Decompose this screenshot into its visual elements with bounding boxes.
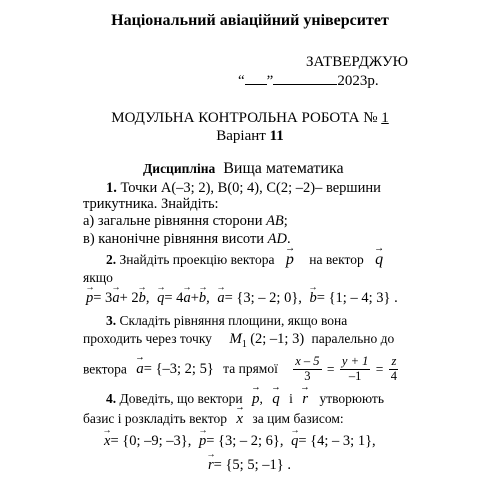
task4-vector-r [208,457,291,474]
discipline-label: Дисципліна [143,161,216,176]
period: . [287,457,291,473]
task4-number: 4. [106,391,117,406]
task4-vectors [104,433,376,450]
task1-item-a-text: а) загальне рівняння сторони [83,213,267,229]
task3-line2 [83,331,394,350]
task3-text2: проходить через точку [83,331,212,346]
vector-p: → p [199,433,206,450]
vector-b-value: = {1; – 4; 3} [316,290,391,306]
task4-text2: базис і розкладіть вектор [83,411,227,426]
month-blank [273,70,337,85]
title-text: МОДУЛЬНА КОНТРОЛЬНА РОБОТА № [111,110,382,126]
expr-p-coef2: + 2 [119,290,139,306]
vector-a: → a [136,361,144,378]
vector-x-value: = {0; –9; –3} [110,433,188,449]
expr-p-coef: = 3 [93,290,113,306]
page-title [0,110,500,127]
task1-line2: трикутника. Знайдіть: [83,196,219,212]
task1-item-b-end: . [287,231,291,247]
height-ad: AD [267,231,288,247]
equals-sign: = [326,361,335,377]
task3-number: 3. [106,313,117,328]
form-word: утворюють [319,391,384,406]
comma: , [259,391,263,406]
point-m1 [229,331,247,350]
line-word: та прямої [223,361,278,377]
comma: , [279,433,284,449]
vector-p: → p [86,290,93,307]
vector-q: → q [157,290,164,307]
vector-q: → q [375,251,383,269]
point-m-letter: M [229,331,242,347]
vector-q: → q [272,391,280,408]
variant-title [0,128,500,145]
task3-text1: Складіть рівняння площини, якщо вона [119,313,348,328]
year: 2023р. [337,73,379,89]
task1-item-a-end: ; [283,213,288,229]
expr-q-plus: + [190,290,199,306]
approval-date-line [238,70,379,90]
close-quote: ” [266,73,274,89]
fraction-y-den: –1 [348,368,362,383]
day-blank [245,70,267,85]
fraction-y [340,355,370,384]
and-word: і [289,391,293,406]
variant-label: Варіант [216,128,270,144]
variant-number: 11 [269,128,284,144]
side-ab: AB [266,213,284,229]
comma: , [298,290,302,306]
approve-label: ЗАТВЕРДЖУЮ [306,54,409,70]
fraction-z-num: z [391,354,397,368]
by-basis-text: за цим базисом: [252,411,344,426]
fraction-x [293,355,321,384]
fraction-x-den: 3 [304,368,311,383]
vector-a-value: = {3; – 2; 0} [224,290,299,306]
vector-b: → b [139,290,146,307]
vector-q: → q [291,433,298,450]
vector-r: → r [302,391,308,408]
vector-b: → b [310,290,317,307]
open-quote: “ [238,73,245,89]
vector-x: → x [236,411,243,428]
fraction-y-num: y + 1 [341,354,369,368]
university-name: Національний авіаційний університет [111,12,389,29]
period: . [394,290,398,306]
task2-formula [86,290,398,307]
task3-line3 [83,355,401,384]
comma: , [145,290,150,306]
discipline-line [143,160,344,178]
task2-text: Знайдіть проекцію вектора [119,252,275,267]
task4-line2 [83,411,344,428]
task1-text: Точки A(–3; 2), B(0; 4), C(2; –2)– вершини [120,180,381,196]
title-number: 1 [381,110,389,126]
task1-item-b-text: в) канонічне рівняння висоти [83,231,268,247]
task2-number: 2. [106,252,117,267]
expr-q-coef: = 4 [164,290,184,306]
vector-q-value: = {4; – 3; 1} [298,433,373,449]
vector-a-value: = {–3; 2; 5} [143,360,214,377]
task1-item-a [83,213,288,230]
point-m-index: 1 [241,339,247,350]
point-coords: (2; –1; 3) [250,331,305,347]
task2-if: якщо [83,270,113,285]
vector-p: → p [286,251,294,269]
comma: , [206,290,210,306]
vector-r-value: = {5; 5; –1} [213,457,284,473]
comma: , [372,433,376,449]
task1-line1 [106,180,381,197]
vector-p-value: = {3; – 2; 6} [206,433,280,449]
equals-sign: = [375,361,384,377]
task1-item-b [83,231,291,248]
discipline-name: Вища математика [223,160,344,177]
vector-b: → b [199,290,206,307]
fraction-z [389,355,399,384]
fraction-z-den: 4 [390,368,398,383]
task2-on: на вектор [309,252,364,267]
vector-p: → p [252,391,260,408]
comma: , [187,433,192,449]
task1-number: 1. [106,180,117,196]
task2-line1 [106,251,383,269]
vector-a: → a [112,290,119,307]
task4-line1 [106,391,384,408]
task3-line1 [106,313,347,329]
vector-r: → r [208,457,214,474]
task4-text1: Доведіть, що вектори [119,391,243,406]
vector-a: → a [217,290,224,307]
vector-a: → a [183,290,190,307]
fraction-x-num: x – 5 [295,354,320,368]
parallel-text: паралельно до [311,331,395,346]
vector-x: → x [104,433,110,450]
vector-word: вектора [83,361,127,377]
